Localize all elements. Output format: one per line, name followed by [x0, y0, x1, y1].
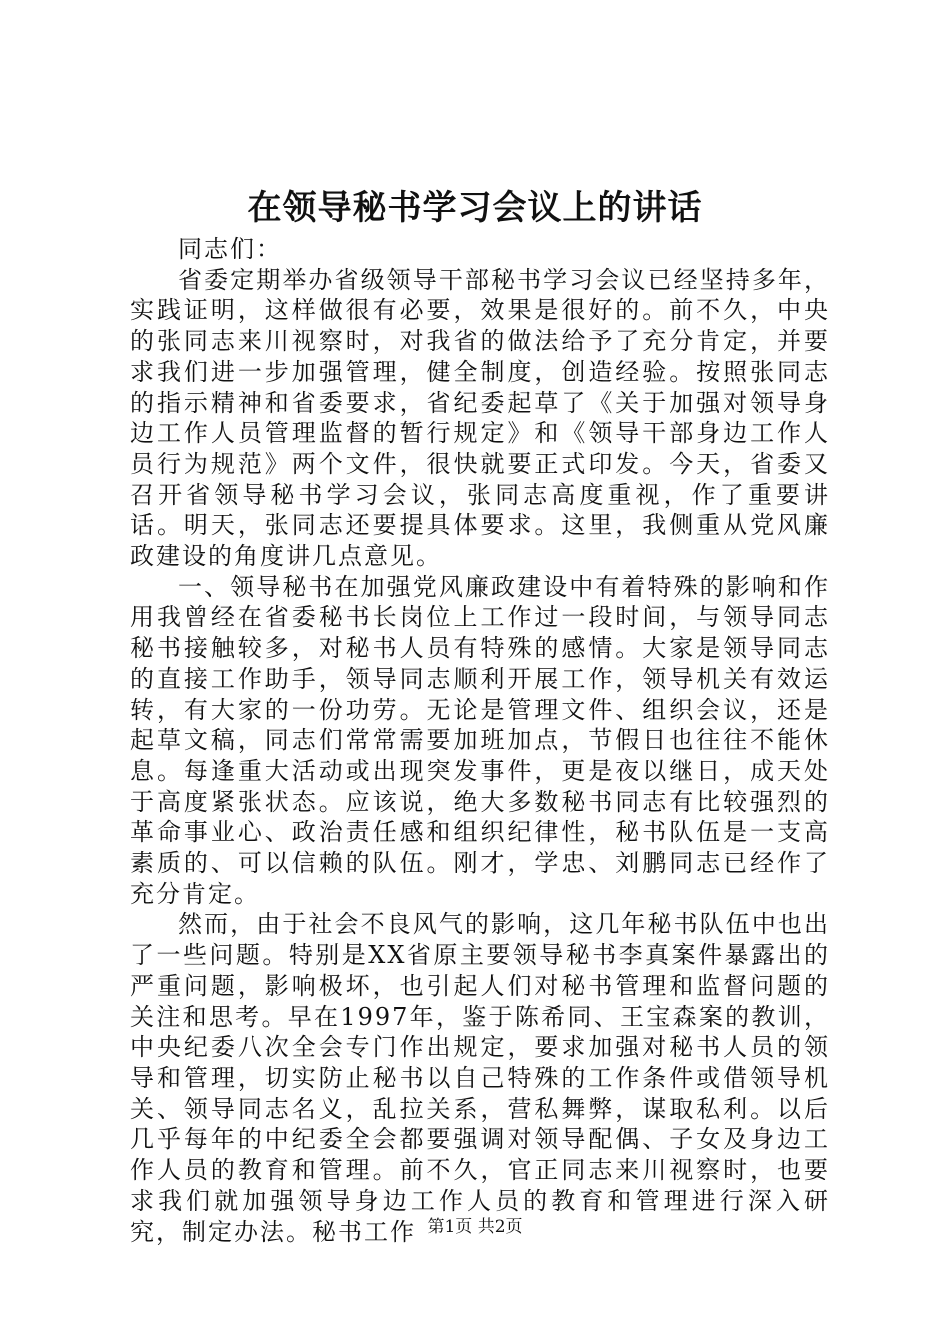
salutation-paragraph: 同志们： — [178, 235, 282, 263]
body-paragraph: 一、领导秘书在加强党风廉政建设中有着特殊的影响和作用我曾经在省委秘书长岗位上工作过一段时间，与领导同志秘书接触较多，对秘书人员有特殊的感情。大家是领导同志的直接工作助手，领导同志顺利开展工作，领导机关有效运转，有大家的一份功劳。无论是管理文件、组织会议，还是起草文稿，同志们常常需要加班加点，节假日也往往不能休息。每逢重大活动或出现突发事件，更是夜以继日，成天处于高度紧张状态。应该说，绝大多数秘书同志有比较强烈的革命事业心、政治责任感和组织纪律性，秘书队伍是一支高素质的、可以信赖的队伍。刚才，学忠、刘鹏同志已经作了充分肯定。 — [130, 572, 830, 908]
document-body — [130, 234, 830, 1247]
body-paragraph: 然而，由于社会不良风气的影响，这几年秘书队伍中也出了一些问题。特别是XX省原主要领导秘书李真案件暴露出的严重问题，影响极坏，也引起人们对秘书管理和监督问题的关注和思考。早在1997年，鉴于陈希同、王宝森案的教训，中央纪委八次全会专门作出规定，要求加强对秘书人员的领导和管理，切实防止秘书以自己特殊的工作条件或借领导机关、领导同志名义，乱拉关系，营私舞弊，谋取私利。以后几乎每年的中纪委全会都要强调对领导配偶、子女及身边工作人员的教育和管理。前不久，官正同志来川视察时，也要求我们就加强领导身边工作人员的教育和管理进行深入研究，制定办法。秘书工作 — [130, 910, 830, 1246]
document-title: 在领导秘书学习会议上的讲话 — [247, 188, 703, 228]
body-paragraph: 省委定期举办省级领导干部秘书学习会议已经坚持多年，实践证明，这样做很有必要，效果是很好的。前不久，中央的张同志来川视察时，对我省的做法给予了充分肯定，并要求我们进一步加强管理，健全制度，创造经验。按照张同志的指示精神和省委要求，省纪委起草了《关于加强对领导身边工作人员管理监督的暂行规定》和《领导干部身边工作人员行为规范》两个文件，很快就要正式印发。今天，省委又召开省领导秘书学习会议，张同志高度重视，作了重要讲话。明天，张同志还要提具体要求。这里，我侧重从党风廉政建设的角度讲几点意见。 — [130, 265, 830, 571]
page-number-footer: 第1页 共2页 — [427, 1217, 523, 1237]
